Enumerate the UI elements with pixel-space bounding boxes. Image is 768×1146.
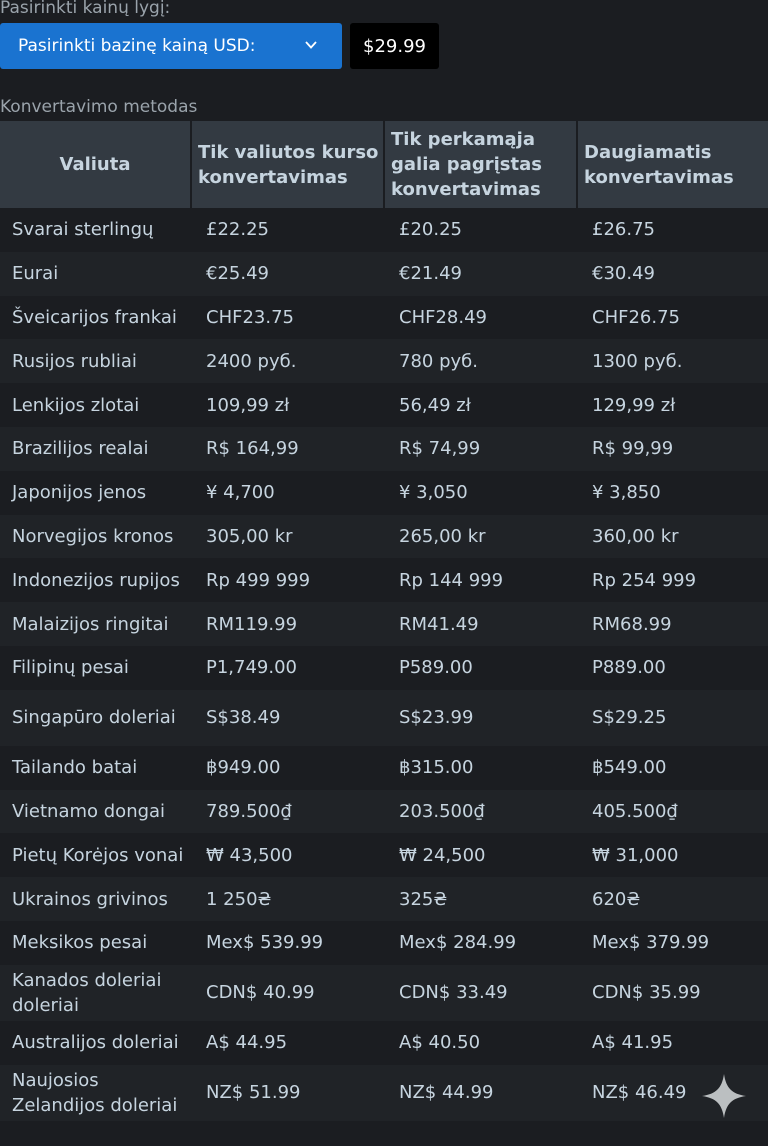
multidimensional-price-cell: 620₴ [577,877,768,921]
table-row [0,965,768,1021]
exchange-rate-price-cell: RM119.99 [191,602,384,646]
purchasing-power-price-cell: 56,49 zł [384,383,577,427]
multidimensional-price-cell: CDN$ 35.99 [577,965,768,1021]
multidimensional-price-cell: 1300 руб. [577,339,768,383]
multidimensional-price-cell: ¥ 3,850 [577,471,768,515]
column-header-multidimensional: Daugiamatis konvertavimas [577,121,768,208]
table-row [0,427,768,471]
currency-name-cell: Pietų Korėjos vonai [0,833,191,877]
currency-name-cell: Malaizijos ringitai [0,602,191,646]
exchange-rate-price-cell: ₩ 43,500 [191,833,384,877]
table-row [0,296,768,340]
currency-name-cell: Rusijos rubliai [0,339,191,383]
multidimensional-price-cell: ฿549.00 [577,746,768,790]
table-row [0,252,768,296]
purchasing-power-price-cell: RM41.49 [384,602,577,646]
multidimensional-price-cell: 360,00 kr [577,515,768,559]
conversion-method-label: Konvertavimo metodas [0,97,198,117]
exchange-rate-price-cell: NZ$ 51.99 [191,1065,384,1121]
exchange-rate-price-cell: S$38.49 [191,690,384,746]
currency-name-cell: Naujosios Zelandijos doleriai [0,1065,191,1121]
purchasing-power-price-cell: £20.25 [384,208,577,252]
currency-name-cell: Meksikos pesai [0,921,191,965]
exchange-rate-price-cell: A$ 44.95 [191,1021,384,1065]
currency-name-cell: Singapūro doleriai [0,690,191,746]
exchange-rate-price-cell: ¥ 4,700 [191,471,384,515]
currency-name-cell: Norvegijos kronos [0,515,191,559]
multidimensional-price-cell: CHF26.75 [577,296,768,340]
table-row [0,877,768,921]
purchasing-power-price-cell: 325₴ [384,877,577,921]
purchasing-power-price-cell: S$23.99 [384,690,577,746]
table-row [0,690,768,746]
table-row [0,515,768,559]
purchasing-power-price-cell: 265,00 kr [384,515,577,559]
currency-name-cell: Indonezijos rupijos [0,558,191,602]
purchasing-power-price-cell: R$ 74,99 [384,427,577,471]
purchasing-power-price-cell: ฿315.00 [384,746,577,790]
base-price-dropdown[interactable] [0,23,342,69]
table-row [0,646,768,690]
currency-name-cell: Japonijos jenos [0,471,191,515]
table-row [0,746,768,790]
currency-name-cell: Svarai sterlingų [0,208,191,252]
purchasing-power-price-cell: Rp 144 999 [384,558,577,602]
purchasing-power-price-cell: CHF28.49 [384,296,577,340]
purchasing-power-price-cell: NZ$ 44.99 [384,1065,577,1121]
column-header-exchange-rate: Tik valiutos kurso konvertavimas [191,121,384,208]
exchange-rate-price-cell: P1,749.00 [191,646,384,690]
multidimensional-price-cell: Rp 254 999 [577,558,768,602]
table-row [0,790,768,834]
multidimensional-price-cell: NZ$ 46.49 [577,1065,768,1121]
currency-name-cell: Ukrainos grivinos [0,877,191,921]
table-row [0,471,768,515]
multidimensional-price-cell: A$ 41.95 [577,1021,768,1065]
currency-name-cell: Australijos doleriai [0,1021,191,1065]
exchange-rate-price-cell: €25.49 [191,252,384,296]
table-row [0,1065,768,1121]
currency-name-cell: Lenkijos zlotai [0,383,191,427]
multidimensional-price-cell: R$ 99,99 [577,427,768,471]
column-header-purchasing-power: Tik perkamąja galia pagrįstas konvertavimas [384,121,577,208]
multidimensional-price-cell: S$29.25 [577,690,768,746]
currency-name-cell: Šveicarijos frankai [0,296,191,340]
table-row [0,339,768,383]
exchange-rate-price-cell: CHF23.75 [191,296,384,340]
exchange-rate-price-cell: 109,99 zł [191,383,384,427]
purchasing-power-price-cell: ₩ 24,500 [384,833,577,877]
currency-name-cell: Eurai [0,252,191,296]
price-level-label: Pasirinkti kainų lygį: [0,0,171,18]
multidimensional-price-cell: £26.75 [577,208,768,252]
table-row [0,833,768,877]
sparkle-icon [700,1072,748,1120]
purchasing-power-price-cell: P589.00 [384,646,577,690]
exchange-rate-price-cell: R$ 164,99 [191,427,384,471]
exchange-rate-price-cell: Rp 499 999 [191,558,384,602]
currency-name-cell: Vietnamo dongai [0,790,191,834]
purchasing-power-price-cell: €21.49 [384,252,577,296]
multidimensional-price-cell: 129,99 zł [577,383,768,427]
chevron-down-icon [304,38,318,52]
table-row [0,383,768,427]
exchange-rate-price-cell: 305,00 kr [191,515,384,559]
multidimensional-price-cell: 405.500₫ [577,790,768,834]
purchasing-power-price-cell: CDN$ 33.49 [384,965,577,1021]
exchange-rate-price-cell: ฿949.00 [191,746,384,790]
multidimensional-price-cell: P889.00 [577,646,768,690]
table-header-row [0,121,768,208]
table-row [0,208,768,252]
multidimensional-price-cell: Mex$ 379.99 [577,921,768,965]
purchasing-power-price-cell: A$ 40.50 [384,1021,577,1065]
table-row [0,1021,768,1065]
exchange-rate-price-cell: CDN$ 40.99 [191,965,384,1021]
multidimensional-price-cell: RM68.99 [577,602,768,646]
multidimensional-price-cell: €30.49 [577,252,768,296]
multidimensional-price-cell: ₩ 31,000 [577,833,768,877]
exchange-rate-price-cell: 2400 руб. [191,339,384,383]
purchasing-power-price-cell: ¥ 3,050 [384,471,577,515]
currency-name-cell: Filipinų pesai [0,646,191,690]
purchasing-power-price-cell: Mex$ 284.99 [384,921,577,965]
purchasing-power-price-cell: 203.500₫ [384,790,577,834]
exchange-rate-price-cell: £22.25 [191,208,384,252]
exchange-rate-price-cell: 789.500₫ [191,790,384,834]
purchasing-power-price-cell: 780 руб. [384,339,577,383]
column-header-currency: Valiuta [0,121,191,208]
table-row [0,921,768,965]
exchange-rate-price-cell: Mex$ 539.99 [191,921,384,965]
currency-name-cell: Brazilijos realai [0,427,191,471]
currency-name-cell: Tailando batai [0,746,191,790]
base-price-dropdown-label: Pasirinkti bazinę kainą USD: [18,36,256,56]
base-price-value: $29.99 [350,23,439,69]
table-row [0,558,768,602]
exchange-rate-price-cell: 1 250₴ [191,877,384,921]
currency-name-cell: Kanados doleriai doleriai [0,965,191,1021]
conversion-table [0,121,768,1121]
table-row [0,602,768,646]
